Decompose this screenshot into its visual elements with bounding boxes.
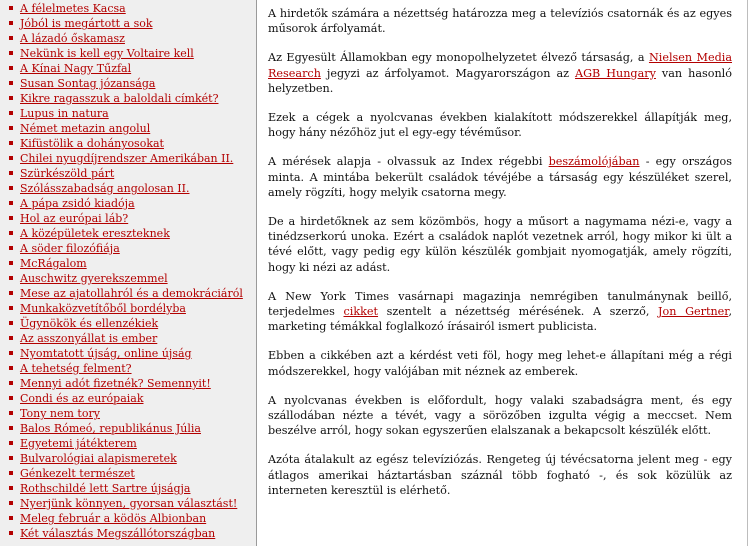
sidebar-link-list	[20, 1, 256, 541]
bullet-icon	[9, 6, 13, 10]
bullet-icon	[9, 111, 13, 115]
bullet-icon	[9, 246, 13, 250]
bullet-icon	[9, 441, 13, 445]
sidebar-item	[20, 76, 256, 91]
bullet-icon	[9, 336, 13, 340]
sidebar-link[interactable]: Nyomtatott újság, online újság	[20, 347, 192, 360]
article-paragraph: De a hirdetőknek az sem közömbös, hogy a műsort a nagymama nézi-e, vagy a tinédzserkorú unoka. Ezért a családok naplót vezetnek arról, hogy mikor ki ült a tévé előtt, vagy pedig egy külön készülék gombjait nyomogatják, amely rögzíti, hogy ki nézi az adást.	[268, 215, 732, 274]
bullet-icon	[9, 306, 13, 310]
sidebar-link[interactable]: Egyetemi játékterem	[20, 437, 137, 450]
bullet-icon	[9, 216, 13, 220]
bullet-icon	[9, 471, 13, 475]
sidebar-link[interactable]: Auschwitz gyerekszemmel	[20, 272, 168, 285]
sidebar-link[interactable]: Jóból is megártott a sok	[20, 17, 153, 30]
bullet-icon	[9, 321, 13, 325]
bullet-icon	[9, 291, 13, 295]
bullet-icon	[9, 381, 13, 385]
article-paragraph: Azóta átalakult az egész televíziózás. Rengeteg új tévécsatorna jelent meg - egy átlagos amerikai háztartásban száznál több fogható -, és sok közülük az interneten keresztül is elérhető.	[268, 453, 732, 497]
sidebar-item	[20, 466, 256, 481]
sidebar-link[interactable]: A félelmetes Kacsa	[20, 2, 126, 15]
sidebar-link[interactable]: Génkezelt természet	[20, 467, 135, 480]
bullet-icon	[9, 66, 13, 70]
bullet-icon	[9, 516, 13, 520]
bullet-icon	[9, 456, 13, 460]
agb-hungary-link[interactable]: AGB Hungary	[575, 66, 656, 80]
sidebar-item	[20, 331, 256, 346]
bullet-icon	[9, 501, 13, 505]
sidebar-link[interactable]: A söder filozófiája	[20, 242, 120, 255]
sidebar-item	[20, 301, 256, 316]
sidebar-item	[20, 421, 256, 436]
bullet-icon	[9, 276, 13, 280]
bullet-icon	[9, 171, 13, 175]
sidebar-link[interactable]: Chilei nyugdíjrendszer Amerikában II.	[20, 152, 234, 165]
text-run: jegyzi az árfolyamot. Magyarországon az	[320, 66, 576, 80]
sidebar-link[interactable]: A lázadó őskamasz	[20, 32, 125, 45]
bullet-icon	[9, 351, 13, 355]
sidebar-item	[20, 526, 256, 541]
sidebar-item	[20, 481, 256, 496]
bullet-icon	[9, 426, 13, 430]
article-paragraph: Ezek a cégek a nyolcvanas években kialakított módszerekkel állapítják meg, hogy hány nézőhöz jut el egy-egy tévéműsor.	[268, 111, 732, 140]
article-paragraph: A hirdetők számára a nézettség határozza meg a televíziós csatornák és az egyes műsorok árfolyamát.	[268, 7, 732, 36]
sidebar-link[interactable]: Két választás Megszállótországban	[20, 527, 216, 540]
sidebar-item	[20, 91, 256, 106]
text-run: szentelt a nézettség mérésének. A szerző,	[378, 305, 659, 319]
sidebar-item	[20, 1, 256, 16]
article-paragraph: A nyolcvanas években is előfordult, hogy valaki szabadságra ment, és egy szállodában nézte a tévét, vagy a sörözőben izgulta végig a meccset. Nem beszélve arról, hogy sokan egyszerűen elalszanak a bekapcsolt készülék előtt.	[268, 393, 732, 438]
sidebar-item	[20, 181, 256, 196]
sidebar	[0, 0, 257, 546]
sidebar-link[interactable]: Német metazin angolul	[20, 122, 151, 135]
bullet-icon	[9, 396, 13, 400]
sidebar-item	[20, 376, 256, 391]
article-body	[257, 0, 748, 546]
sidebar-link[interactable]: Meleg február a ködös Albionban	[20, 512, 207, 525]
article-paragraph	[268, 289, 732, 335]
sidebar-link[interactable]: A középületek ereszteknek	[20, 227, 170, 240]
sidebar-link[interactable]: Hol az európai láb?	[20, 212, 129, 225]
sidebar-link[interactable]: Nekünk is kell egy Voltaire kell	[20, 47, 194, 60]
sidebar-link[interactable]: Ügynökök és ellenzékiek	[20, 317, 159, 330]
bullet-icon	[9, 81, 13, 85]
sidebar-link[interactable]: Nyerjünk könnyen, gyorsan választást!	[20, 497, 238, 510]
sidebar-item	[20, 16, 256, 31]
bullet-icon	[9, 531, 13, 535]
sidebar-item	[20, 436, 256, 451]
sidebar-item	[20, 106, 256, 121]
sidebar-link[interactable]: Szürkészöld párt	[20, 167, 115, 180]
sidebar-item	[20, 256, 256, 271]
sidebar-item	[20, 271, 256, 286]
bullet-icon	[9, 231, 13, 235]
sidebar-item	[20, 121, 256, 136]
bullet-icon	[9, 186, 13, 190]
sidebar-item	[20, 226, 256, 241]
text-run: - egy országos minta. A mintába bekerült családok tévéjébe a társaság egy készüléket szerel, amely rögzíti, hogy melyik csatorna megy.	[268, 155, 732, 199]
sidebar-link[interactable]: Az asszonyállat is ember	[20, 332, 158, 345]
sidebar-link[interactable]: Munkaközvetítőből bordélyba	[20, 302, 186, 315]
nielsen-link[interactable]: Nielsen Media Research	[268, 51, 732, 80]
text-run: van hasonló helyzetben.	[268, 66, 732, 95]
text-run: A New York Times vasárnapi magazinja nemrégiben tanulmánynak beillő, terjedelmes	[268, 289, 732, 319]
sidebar-item	[20, 316, 256, 331]
sidebar-link[interactable]: A tehetség felment?	[20, 362, 132, 375]
text-run: Az Egyesült Államokban egy monopolhelyzetet élvező társaság, a	[268, 51, 649, 65]
bullet-icon	[9, 126, 13, 130]
sidebar-link[interactable]: A Kínai Nagy Tűzfal	[20, 62, 132, 75]
bullet-icon	[9, 156, 13, 160]
text-run: , marketing témákkal foglalkozó írásairól ismert publicista.	[268, 305, 732, 334]
sidebar-item	[20, 46, 256, 61]
sidebar-link[interactable]: Mese az ajatollahról és a demokráciáról	[20, 287, 243, 300]
bullet-icon	[9, 96, 13, 100]
sidebar-link[interactable]: Susan Sontag józansága	[20, 77, 156, 90]
bullet-icon	[9, 21, 13, 25]
sidebar-item	[20, 391, 256, 406]
sidebar-link[interactable]: Tony nem tory	[20, 407, 100, 420]
sidebar-item	[20, 286, 256, 301]
sidebar-link[interactable]: Mennyi adót fizetnék? Semennyit!	[20, 377, 211, 390]
text-run: A mérések alapja - olvassuk az Index régebbi	[268, 155, 549, 169]
bullet-icon	[9, 366, 13, 370]
article-paragraph: Ebben a cikkében azt a kérdést veti föl, hogy meg lehet-e állapítani még a régi módszerekkel, hogy valójában mit néznek az emberek.	[268, 349, 732, 378]
sidebar-item	[20, 346, 256, 361]
sidebar-link[interactable]: Bulvarológiai alapismeretek	[20, 452, 177, 465]
bullet-icon	[9, 51, 13, 55]
sidebar-item	[20, 31, 256, 46]
sidebar-link[interactable]: Condi és az európaiak	[20, 392, 144, 405]
sidebar-item	[20, 211, 256, 226]
sidebar-link[interactable]: Kikre ragasszuk a baloldali címkét?	[20, 92, 219, 105]
sidebar-link[interactable]: Kifüstölik a dohányosokat	[20, 137, 164, 150]
bullet-icon	[9, 411, 13, 415]
article-paragraph	[268, 154, 732, 200]
sidebar-item	[20, 511, 256, 526]
sidebar-item	[20, 241, 256, 256]
sidebar-item	[20, 136, 256, 151]
sidebar-item	[20, 451, 256, 466]
report-link[interactable]: beszámolójában	[548, 155, 640, 169]
bullet-icon	[9, 486, 13, 490]
author-link[interactable]: Jon Gertner	[658, 305, 729, 319]
sidebar-link[interactable]: A pápa zsidó kiadója	[20, 197, 135, 210]
sidebar-link[interactable]: McRágalom	[20, 257, 87, 270]
sidebar-link[interactable]: Rothschildé lett Sartre újságja	[20, 482, 191, 495]
bullet-icon	[9, 261, 13, 265]
bullet-icon	[9, 201, 13, 205]
sidebar-item	[20, 496, 256, 511]
sidebar-item	[20, 151, 256, 166]
sidebar-item	[20, 196, 256, 211]
bullet-icon	[9, 36, 13, 40]
sidebar-item	[20, 406, 256, 421]
sidebar-link[interactable]: Balos Rómeó, republikánus Júlia	[20, 422, 201, 435]
bullet-icon	[9, 141, 13, 145]
article-paragraph	[268, 50, 732, 96]
sidebar-link[interactable]: Lupus in natura	[20, 107, 109, 120]
article-link[interactable]: cikket	[343, 305, 379, 319]
sidebar-item	[20, 166, 256, 181]
sidebar-link[interactable]: Szólásszabadság angolosan II.	[20, 182, 190, 195]
sidebar-item	[20, 361, 256, 376]
sidebar-item	[20, 61, 256, 76]
